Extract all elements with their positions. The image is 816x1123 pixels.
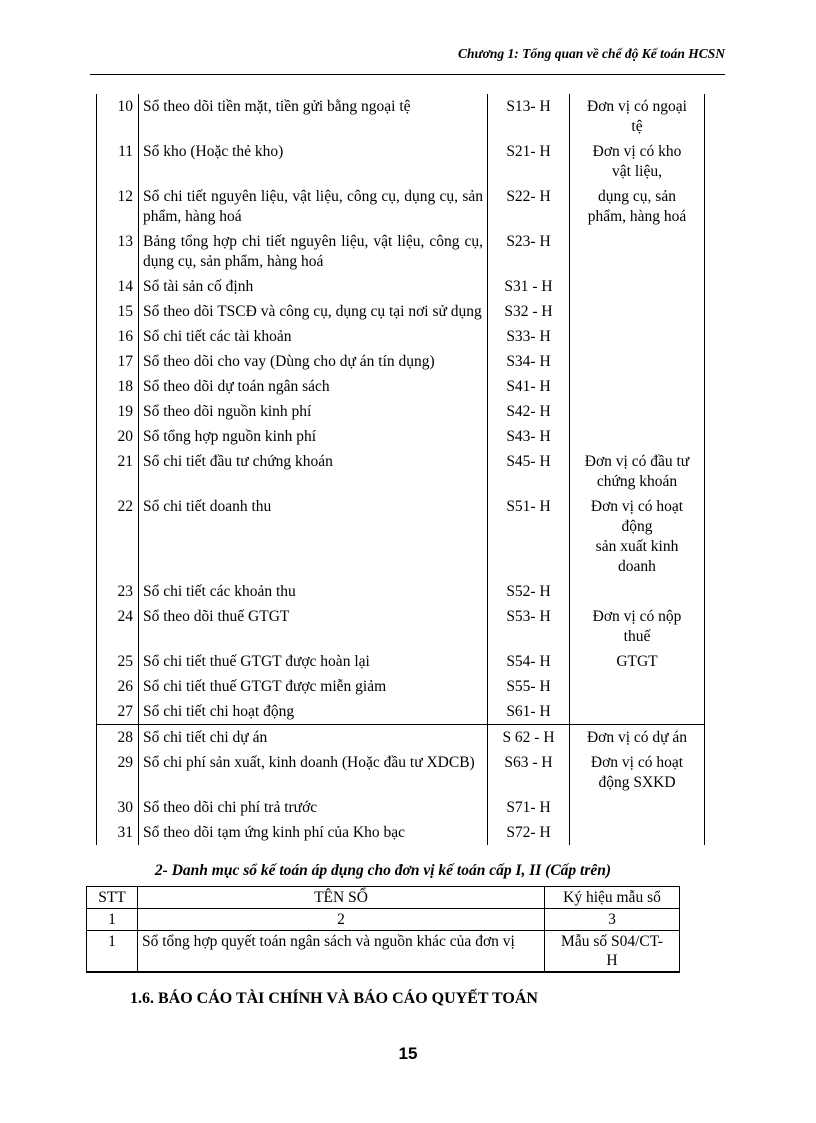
row-note	[570, 374, 705, 399]
row-number: 19	[97, 399, 139, 424]
col-header-stt: STT	[87, 887, 138, 909]
row-code: S32 - H	[488, 299, 570, 324]
note-line: Đơn vị có hoạt	[590, 754, 684, 771]
row-name: Sổ chi tiết các tài khoản	[139, 324, 488, 349]
row-name: Sổ theo dõi TSCĐ và công cụ, dụng cụ tại nơi sử dụng	[139, 299, 488, 324]
row-code: S63 - H	[488, 750, 570, 795]
row-code: S31 - H	[488, 274, 570, 299]
row-code: S55- H	[488, 674, 570, 699]
row-number: 29	[97, 750, 139, 795]
row-code: S42- H	[488, 399, 570, 424]
note-line: Đơn vị có kho	[592, 143, 682, 160]
note-line: thuế	[623, 628, 651, 645]
row-note	[570, 649, 705, 674]
row-name: Sổ chi tiết doanh thu	[139, 494, 488, 579]
row-name: Sổ chi tiết thuế GTGT được miễn giảm	[139, 674, 488, 699]
row-code: S34- H	[488, 349, 570, 374]
ledger-table	[96, 94, 705, 845]
row-number: 18	[97, 374, 139, 399]
table-row	[97, 299, 705, 324]
row-number: 25	[97, 649, 139, 674]
row-number: 16	[97, 324, 139, 349]
row-name: Sổ theo dõi nguồn kinh phí	[139, 399, 488, 424]
row-note	[570, 299, 705, 324]
row-code	[545, 931, 680, 973]
row-name: Sổ chi tiết chi hoạt động	[139, 699, 488, 725]
table-header-row	[87, 887, 680, 909]
code-line: H	[606, 952, 618, 969]
table-row	[97, 374, 705, 399]
table-row	[97, 750, 705, 795]
row-code: S72- H	[488, 820, 570, 845]
table-row	[97, 699, 705, 725]
row-note	[570, 449, 705, 494]
table-row	[97, 725, 705, 751]
row-number: 12	[97, 184, 139, 229]
note-line: dụng cụ, sản	[598, 188, 676, 205]
index-cell: 2	[138, 909, 545, 931]
note-line: Đơn vị có nộp	[592, 608, 682, 625]
table-row	[97, 795, 705, 820]
row-note	[570, 579, 705, 604]
row-code: S21- H	[488, 139, 570, 184]
row-number: 1	[87, 931, 138, 973]
row-note	[570, 424, 705, 449]
row-code: S22- H	[488, 184, 570, 229]
row-name: Sổ theo dõi chi phí trả trước	[139, 795, 488, 820]
row-code: S43- H	[488, 424, 570, 449]
row-name: Sổ chi tiết các khoản thu	[139, 579, 488, 604]
row-name: Sổ theo dõi thuế GTGT	[139, 604, 488, 649]
page-number: 15	[398, 1044, 418, 1063]
row-number: 21	[97, 449, 139, 494]
row-name: Sổ theo dõi dự toán ngân sách	[139, 374, 488, 399]
note-line: vật liệu,	[612, 163, 662, 180]
note-line: chứng khoán	[596, 473, 678, 490]
row-name: Sổ theo dõi cho vay (Dùng cho dự án tín dụng)	[139, 349, 488, 374]
note-line: Đơn vị có dự án	[586, 729, 688, 746]
row-code: S61- H	[488, 699, 570, 725]
note-line: Đơn vị có ngoại	[587, 98, 687, 115]
table-row	[97, 449, 705, 494]
index-cell: 1	[87, 909, 138, 931]
note-line: sản xuất kinh	[595, 538, 679, 555]
row-number: 28	[97, 725, 139, 751]
col-header-name: TÊN SỔ	[138, 887, 545, 909]
row-number: 22	[97, 494, 139, 579]
row-note	[570, 274, 705, 299]
row-note	[570, 184, 705, 229]
table-row	[97, 94, 705, 139]
row-number: 13	[97, 229, 139, 274]
row-code: S 62 - H	[488, 725, 570, 751]
row-name: Sổ kho (Hoặc thẻ kho)	[139, 139, 488, 184]
row-note	[570, 494, 705, 579]
row-note	[570, 139, 705, 184]
note-line: Đơn vị có hoạt	[590, 498, 684, 515]
section-heading-1-6: 1.6. BÁO CÁO TÀI CHÍNH VÀ BÁO CÁO QUYẾT TOÁN	[130, 990, 538, 1007]
row-name: Bảng tổng hợp chi tiết nguyên liệu, vật liệu, công cụ, dụng cụ, sản phẩm, hàng hoá	[139, 229, 488, 274]
row-note	[570, 674, 705, 699]
note-line: tệ	[631, 118, 643, 135]
header-rule	[90, 74, 725, 75]
row-code: S41- H	[488, 374, 570, 399]
table-row	[97, 494, 705, 579]
row-note	[570, 699, 705, 725]
row-note	[570, 604, 705, 649]
row-note	[570, 725, 705, 751]
row-number: 20	[97, 424, 139, 449]
row-code: S51- H	[488, 494, 570, 579]
table-row	[97, 424, 705, 449]
row-number: 31	[97, 820, 139, 845]
table-row	[97, 184, 705, 229]
row-name: Sổ chi tiết thuế GTGT được hoàn lại	[139, 649, 488, 674]
row-name: Sổ chi tiết chi dự án	[139, 725, 488, 751]
note-line: động	[621, 518, 653, 535]
row-name: Sổ tổng hợp nguồn kinh phí	[139, 424, 488, 449]
code-line: Mẫu số S04/CT-	[561, 933, 663, 950]
row-note	[570, 795, 705, 820]
row-number: 26	[97, 674, 139, 699]
row-note	[570, 229, 705, 274]
row-note	[570, 349, 705, 374]
table-row	[97, 649, 705, 674]
table-row	[97, 274, 705, 299]
row-note	[570, 399, 705, 424]
row-note	[570, 750, 705, 795]
row-name: Sổ tài sản cố định	[139, 274, 488, 299]
table-row	[97, 604, 705, 649]
table-row	[97, 139, 705, 184]
row-note	[570, 94, 705, 139]
row-code: S23- H	[488, 229, 570, 274]
row-number: 10	[97, 94, 139, 139]
table-row	[97, 820, 705, 845]
note-line: GTGT	[616, 653, 658, 670]
table-row	[97, 579, 705, 604]
index-cell: 3	[545, 909, 680, 931]
row-number: 27	[97, 699, 139, 725]
row-number: 14	[97, 274, 139, 299]
row-name: Sổ chi phí sản xuất, kinh doanh (Hoặc đầu tư XDCB)	[139, 750, 488, 795]
note-line: doanh	[618, 558, 656, 575]
chapter-header: Chương 1: Tổng quan về chế độ Kế toán HCSN	[458, 46, 725, 61]
table-row	[97, 324, 705, 349]
row-name: Sổ theo dõi tiền mặt, tiền gửi bằng ngoại tệ	[139, 94, 488, 139]
row-number: 30	[97, 795, 139, 820]
section-2-table	[86, 886, 680, 973]
row-number: 17	[97, 349, 139, 374]
table-index-row	[87, 909, 680, 931]
note-line: động SXKD	[598, 774, 676, 791]
row-number: 24	[97, 604, 139, 649]
row-name: Sổ tổng hợp quyết toán ngân sách và nguồn khác của đơn vị	[138, 931, 545, 973]
row-note	[570, 324, 705, 349]
row-name: Sổ theo dõi tạm ứng kinh phí của Kho bạc	[139, 820, 488, 845]
row-code: S13- H	[488, 94, 570, 139]
row-code: S53- H	[488, 604, 570, 649]
row-code: S54- H	[488, 649, 570, 674]
section-2-title: 2- Danh mục sổ kế toán áp dụng cho đơn vị kế toán cấp I, II (Cấp trên)	[154, 862, 612, 879]
row-code: S52- H	[488, 579, 570, 604]
table-row	[97, 349, 705, 374]
row-code: S45- H	[488, 449, 570, 494]
row-code: S71- H	[488, 795, 570, 820]
table-row	[97, 229, 705, 274]
table-row	[97, 674, 705, 699]
row-note	[570, 820, 705, 845]
row-number: 23	[97, 579, 139, 604]
note-line: phẩm, hàng hoá	[587, 208, 687, 225]
table-row	[87, 931, 680, 973]
note-line: Đơn vị có đầu tư	[584, 453, 690, 470]
row-name: Sổ chi tiết nguyên liệu, vật liệu, công cụ, dụng cụ, sản phẩm, hàng hoá	[139, 184, 488, 229]
table-row	[97, 399, 705, 424]
row-name: Sổ chi tiết đầu tư chứng khoán	[139, 449, 488, 494]
row-number: 11	[97, 139, 139, 184]
row-code: S33- H	[488, 324, 570, 349]
col-header-code: Ký hiệu mẫu sổ	[545, 887, 680, 909]
row-number: 15	[97, 299, 139, 324]
